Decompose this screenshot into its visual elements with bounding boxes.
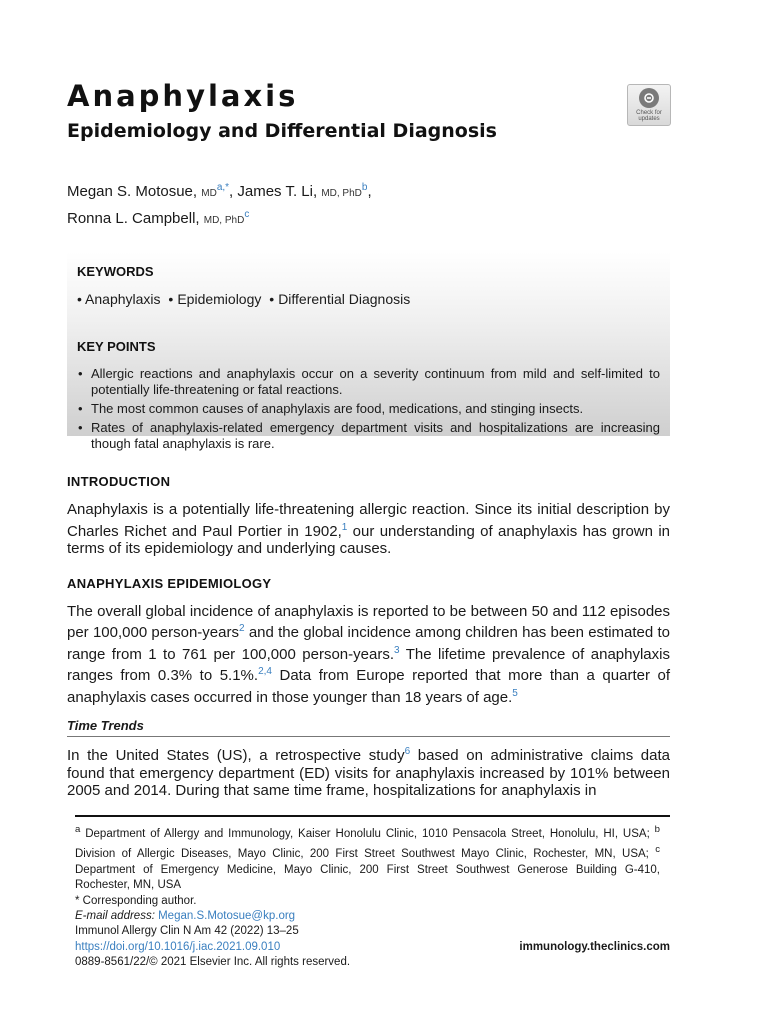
- copyright-line: 0889-8561/22/© 2021 Elsevier Inc. All rights reserved.: [75, 956, 351, 968]
- author-name: , James T. Li,: [229, 183, 318, 200]
- author-affiliation-ref[interactable]: b: [361, 182, 368, 193]
- key-points-heading: KEY POINTS: [77, 339, 156, 354]
- citation-link[interactable]: 2: [238, 623, 245, 634]
- epidemiology-section: [67, 576, 670, 707]
- author-affiliation-ref[interactable]: c: [244, 209, 250, 220]
- email-line: E-mail address: Megan.S.Motosue@kp.org: [75, 910, 296, 923]
- introduction-section: [67, 474, 670, 558]
- author-degree: MD: [201, 188, 217, 199]
- author-list: Megan S. Motosue, $MD^{a,*}$, James T. Li, MD, PhD$^b$, Ronna L. Campbell, MD, PhD$^c$: [67, 182, 372, 227]
- journal-citation: Immunol Allergy Clin N Am 42 (2022) 13–25: [75, 925, 299, 937]
- journal-info: [75, 924, 670, 971]
- author-degree: MD, PhD: [321, 188, 362, 199]
- keyword-item: Anaphylaxis: [85, 291, 161, 307]
- affiliations: $^a$ Department of Allergy and Immunology, Kaiser Honolulu Clinic, 1010 Pensacola Street, Honolulu, HI, USA; $^b$ Division of Allergic Diseases, Mayo Clinic, 200 First Street Southwest Mayo Clinic, Rochester, MN, USA; $^c$ Department of Emergency Medicine, Mayo Clinic, 200 First Street Southwest Generose Building G-410, Rochester, MN, USA: [75, 824, 660, 892]
- footnote-divider: [75, 815, 670, 817]
- introduction-heading: INTRODUCTION: [67, 474, 171, 489]
- article-page: [67, 78, 670, 800]
- author-degree: MD, PhD: [203, 215, 245, 226]
- epidemiology-paragraph: The overall global incidence of anaphylaxis is reported to be between 50 and 112 episodes per 100,000 person-years$^2$ and the global incidence among children has been estimated to range from 1 to 761 per 100,000 person-years.$^3$ The lifetime prevalence of anaphylaxis ranges from 0.3% to 5.1%.$^{2,4}$ Data from Europe reported that more than a quarter of anaphylaxis cases occurred in those younger than 18 years of age.$^5$: [67, 602, 671, 706]
- citation-link[interactable]: 2,4: [258, 666, 272, 677]
- keyword-item: Epidemiology: [177, 291, 262, 307]
- citation-link[interactable]: 3: [393, 644, 400, 656]
- keywords-heading: KEYWORDS: [77, 264, 154, 279]
- article-title: Anaphylaxis: [67, 79, 299, 113]
- key-point-item: • Allergic reactions and anaphylaxis occur on a severity continuum from mild and self-limited to potentially life-threatening or fatal reactions.: [91, 366, 660, 398]
- introduction-paragraph: Anaphylaxis is a potentially life-threatening allergic reaction. Since its initial description by Charles Richet and Paul Portier in 1902,$^1$ our understanding of anaphylaxis has grown in terms of its epidemiology and underlying causes.: [67, 501, 670, 557]
- key-points-list: [77, 366, 660, 452]
- time-trends-paragraph: In the United States (US), a retrospective study$^6$ based on administrative claims data found that emergency department (ED) visits for anaphylaxis increased by 101% between 2005 and 2014. During that same time frame, hospitalizations for anaphylaxis in: [67, 746, 670, 799]
- keyword-item: Differential Diagnosis: [278, 291, 411, 307]
- badge-label: Check for updates: [636, 110, 662, 122]
- key-point-item: • The most common causes of anaphylaxis are food, medications, and stinging insects.: [91, 401, 660, 417]
- article-subtitle: Epidemiology and Differential Diagnosis: [67, 120, 497, 142]
- email-link[interactable]: Megan.S.Motosue@kp.org: [158, 910, 296, 923]
- author-name: Megan S. Motosue,: [67, 183, 198, 200]
- author-affiliation-ref[interactable]: a,*: [216, 182, 230, 193]
- citation-link[interactable]: 5: [512, 687, 518, 699]
- epidemiology-heading: ANAPHYLAXIS EPIDEMIOLOGY: [67, 575, 272, 591]
- keywords-keypoints-box: [67, 252, 670, 451]
- doi-link[interactable]: https://doi.org/10.1016/j.iac.2021.09.010: [75, 940, 281, 953]
- citation-link[interactable]: 6: [404, 746, 411, 757]
- time-trends-heading: Time Trends: [67, 718, 670, 737]
- key-point-item: • Rates of anaphylaxis-related emergency department visits and hospitalizations are increasing though fatal anaphylaxis is rare.: [91, 420, 660, 452]
- citation-link[interactable]: 1: [341, 521, 348, 533]
- keywords-list: • Anaphylaxis • Epidemiology • Differential Diagnosis: [77, 291, 411, 307]
- corresponding-author-note: * Corresponding author.: [75, 894, 197, 907]
- footnotes: [75, 822, 660, 925]
- journal-website[interactable]: immunology.theclinics.com: [519, 941, 670, 953]
- author-name: Ronna L. Campbell,: [67, 210, 200, 227]
